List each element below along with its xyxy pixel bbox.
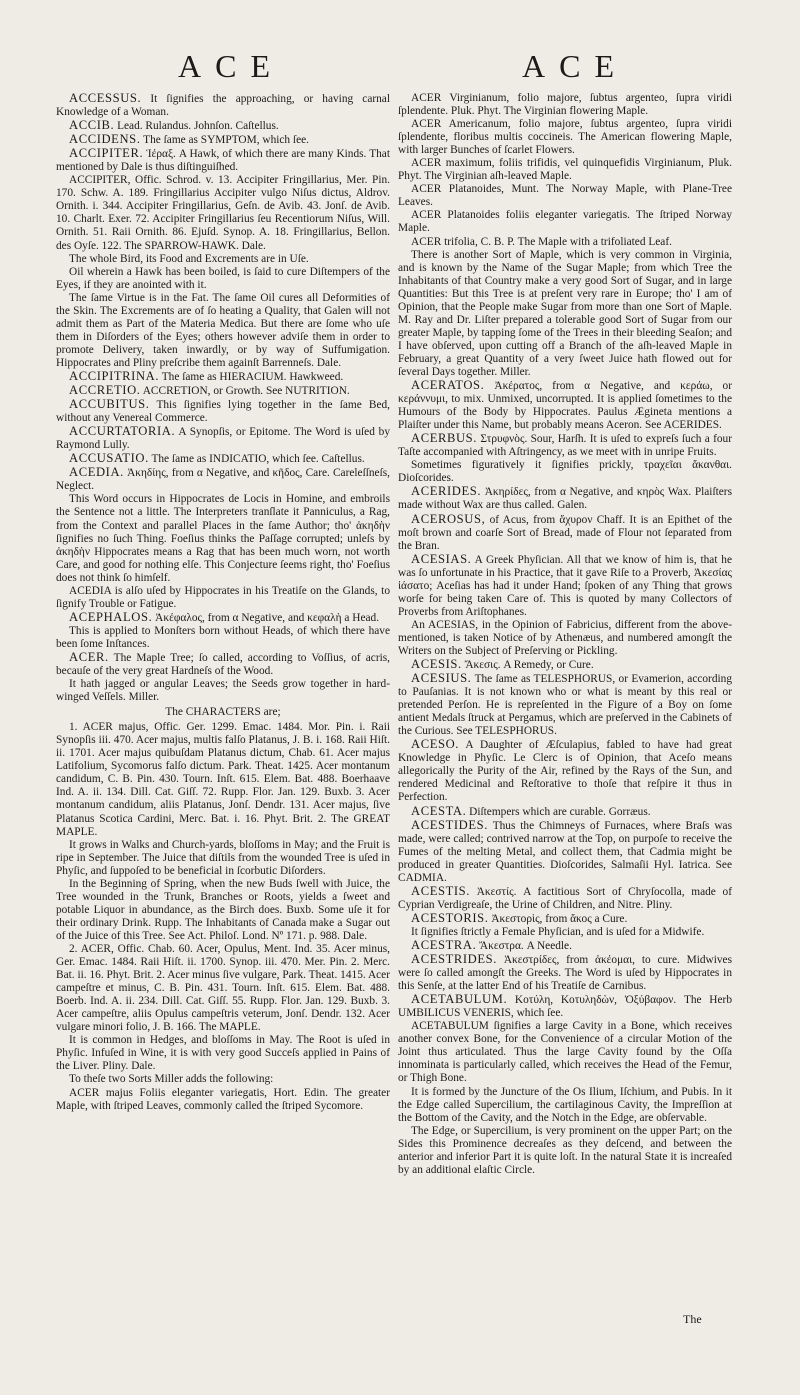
headword: ACCUBITUS. (69, 397, 150, 412)
entry-text: ACCRETION, or Growth. See NUTRITION. (140, 385, 350, 398)
headword: ACEPHALOS. (69, 609, 153, 624)
headword: ACETABULUM. (411, 992, 508, 1007)
headword: ACERATOS. (411, 378, 485, 393)
entry-paragraph (56, 721, 390, 838)
entry-text: Sometimes figuratively it ſignifies prickly, τραχεῖαι ἄκανθαι. Dioſcorides. (398, 459, 732, 485)
dictionary-entry (56, 119, 390, 133)
headword: ACCIB. (69, 118, 115, 133)
entry-text: 2. ACER, Offic. Chab. 60. Acer, Opulus, Ment. Ind. 35. Acer minus, Ger. Emac. 1484. Raii Hiſt. ii. 1700. Synop. iii. 470. Mer. Pin. 2. Merc. Bat. ii. 16. Phyt. Brit. 2. Acer minus ſive vulgare, Park. Theat. 1415. Acer campeſtre et minus, C. B. Pin. 431. Tourn. Inſt. 615. Elem. Bat. 488. Boerb. Ind. A. ii. 234. Dill. Cat. Giſſ. 55. Rupp. Flor. Jan. 129. Buxb. 3. Acer campeſtre, aliis Opulus campeſtris veterum, Jonſ. Dendr. 132. Acer vulgare minori folio, J. B. 166. The MAPLE. (56, 943, 390, 1034)
entry-paragraph (398, 92, 732, 118)
entry-text: ACEDIA is alſo uſed by Hippocrates in his Treatiſe on the Glands, to ſignify Trouble or Fatigue. (56, 584, 390, 610)
headword: ACCUSATIO. (69, 451, 149, 466)
entry-text: A Synopſis, or Epitome. The Word is uſed by Raymond Lully. (56, 426, 390, 452)
entry-text: This is applied to Monſters born without Heads, of which there have been ſome Inſtances. (56, 624, 390, 650)
entry-text: The ſame as HIERACIUM. Hawkweed. (159, 370, 344, 383)
headword: ACERBUS. (411, 431, 478, 446)
dictionary-entry (398, 553, 732, 619)
entry-text: ACER majus Foliis eleganter variegatis, Hort. Edin. The greater Maple, with ſtriped Leaves, commonly called the ſtriped Sycomore. (56, 1086, 390, 1112)
headword: ACERIDES. (411, 484, 482, 499)
entry-paragraph (398, 183, 732, 209)
headword: ACCIPITRINA. (69, 368, 160, 383)
entry-paragraph (56, 1087, 390, 1113)
entry-paragraph (56, 253, 390, 266)
entry-text: Ἀκέρατος, from α Negative, and κεράω, or κεράννυμι, to mix. Unmixed, uncorrupted. It is applied ſometimes to the Humours of the Body by Hippocrates. Paulus Ægineta mentions a Plaiſter under this Name, but probably means Aceron. See ACERIDES. (398, 380, 732, 432)
entry-text: Ἀκέφαλος, from α Negative, and κεφαλὴ a Head. (152, 611, 380, 624)
entry-text: To theſe two Sorts Miller adds the following: (69, 1073, 274, 1086)
entry-text: The ſame Virtue is in the Fat. The ſame Oil cures all Deformities of the Skin. The Excrements are of ſo heating a Quality, that Galen will not admit them as Part of the Materia Medica. But there are ſome who uſe them in Diſorders of the Eyes; others however adviſe them in order to promote Delivery, taken inwardly, or by way of Suffumigation. Hippocrates and Pliny preſcribe them againſt Barrenneſs. Dale. (56, 291, 390, 369)
dictionary-entry (398, 485, 732, 512)
running-head-left: ACE (178, 48, 284, 84)
dictionary-entry (398, 672, 732, 738)
entry-text: ACCIPITER, Offic. Schrod. v. 13. Accipiter Fringillarius, Mer. Pin. 170. Schw. A. 189. Fringillarius Accipiter vulgo Niſus dictus, Aldrov. Ornith. i. 344. Accipiter Fringillarius, Geſn. de Avib. 43. Jonſ. de Avib. 10. Charlt. Exer. 72. Accipiter Fringillarius ſeu Recentiorum Niſus, Will. Ornith. 51. Raii Ornith. 86. Ejuſd. Synop. A. 18. Fringillarius, Bellon. des Oyſe. 122. The SPARROW-HAWK. Dale. (56, 174, 390, 252)
headword: ACESIUS. (411, 671, 472, 686)
dictionary-entry (398, 885, 732, 912)
entry-text: It ſignifies ſtrictly a Female Phyſician, and is uſed for a Midwife. (411, 925, 705, 938)
entry-text: It grows in Walks and Church-yards, bloſſoms in May; and the Fruit is ripe in September. The Juice that diſtils from the wounded Tree is uſed in Phyſic, and ſuppoſed to be beneficial in ſcorbutic Diſorders. (56, 838, 390, 877)
headword: ACCESSUS. (69, 91, 142, 105)
dictionary-entry (56, 92, 390, 119)
entry-text: The ſame as TELESPHORUS, or Evamerion, according to Pauſanias. It is not known who or what is meant by this real or pretended Perſon. He is repreſented in the Figure of a Boy on ſome antient Medals ſtruck at Pergamus, which are preſerved in the Cabinets of the Curious. See TELESPHORUS. (398, 673, 732, 738)
headword: ACCIPITER. (69, 146, 144, 161)
entry-text: Ἀκεστρίδες, from ἀκέομαι, to cure. Midwives were ſo called amongſt the Greeks. The Word is uſed by Hippocrates in this Senſe, at the latter End of his Treatiſe de Carnibus. (398, 954, 732, 993)
entry-text: ACER trifolia, C. B. P. The Maple with a trifoliated Leaf. (411, 235, 672, 248)
entry-text: It is common in Hedges, and bloſſoms in May. The Root is uſed in Phyſic. Infuſed in Wine, it is with very good Succeſs applied in Pains of the Liver. Pliny. Dale. (56, 1034, 390, 1073)
headword: ACESTRIDES. (411, 952, 498, 967)
entry-paragraph (398, 209, 732, 235)
entry-paragraph (398, 619, 732, 658)
entry-text: ACER Virginianum, folio majore, ſubtus argenteo, ſupra viridi ſplendente. Pluk. Phyt. The Virginian flowering Maple. (398, 92, 732, 118)
right-column (398, 92, 732, 1177)
headword: ACESO. (411, 737, 460, 752)
entry-paragraph (398, 1125, 732, 1177)
entry-text: Στρυφνὸς. Sour, Harſh. It is uſed to expreſs ſuch a four Taſte accompanied with Aſtringency, as we meet with in unripe Fruits. (398, 433, 732, 459)
running-head (0, 48, 800, 88)
dictionary-entry (56, 384, 390, 398)
entry-text: It is formed by the Juncture of the Os Ilium, Iſchium, and Pubis. In it the Edge called Supercilium, the cartilaginous Cavity, the Impreſſion at the Bottom of the Cavity, and the Notch in the Edge, are obſervable. (398, 1085, 732, 1124)
entry-text: The Maple Tree; ſo called, according to Voſſius, of acris, becauſe of the very great Hardneſs of the Wood. (56, 651, 390, 678)
entry-text: Ἀκηδίης, from α Negative, and κῆδος, Care. Careleſſneſs, Neglect. (56, 467, 390, 493)
entry-paragraph (398, 1086, 732, 1125)
entry-paragraph (398, 249, 732, 379)
headword: ACESTIDES. (411, 817, 489, 832)
catchword: The (683, 1312, 702, 1326)
entry-paragraph (398, 1020, 732, 1085)
dictionary-entry (398, 819, 732, 885)
entry-text: The ſame as INDICATIO, which ſee. Caſtellus. (148, 453, 365, 466)
entry-text: Κοτύλη, Κοτυληδὼν, Ὀξύβαφον. The Herb UMBILICUS VENERIS, which ſee. (398, 994, 732, 1020)
entry-text: ACETABULUM ſignifies a large Cavity in a Bone, which receives another convex Bone, for the Convenience of a circular Motion of the Joint thus articulated. Thus the large Cavity found by the Oſſa innominata is particularly called, which receives the Head of the Femur, or Thigh Bone. (398, 1020, 732, 1085)
headword: ACESIAS. (411, 551, 472, 566)
entry-paragraph (56, 678, 390, 704)
entry-text: Ἀκεστίς. A factitious Sort of Chryſocolla, made of Cyprian Verdigreaſe, the Urine of Children, and Nitre. Pliny. (398, 885, 732, 911)
entry-text: It hath jagged or angular Leaves; the Seeds grow together in hard-winged Veſſels. Miller. (56, 678, 390, 704)
entry-text: An ACESIAS, in the Opinion of Fabricius, different from the above-mentioned, is taken Notice of by Athenæus, and numbered amongſt the Writers on the Subject of Preſerving or Pickling. (398, 618, 732, 657)
entry-paragraph (56, 839, 390, 878)
left-column (56, 92, 390, 1113)
entry-text: The ſame as SYMPTOM, which ſee. (140, 134, 309, 147)
entry-text: The Edge, or Supercilium, is very prominent on the upper Part; on the Sides this Prominence decreaſes as they deſcend, and between the anterior and inferior Part it is quite loſt. In the natural State it is increaſed by an additional elaſtic Circle. (398, 1124, 732, 1176)
dictionary-entry (56, 466, 390, 493)
headword: ACESIS. (411, 657, 462, 672)
entry-text: of Acus, from ἄχυρον Chaff. It is an Epithet of the moſt brown and coarſe Sort of Bread, made of Flour not ſeparated from the Bran. (398, 513, 732, 552)
entry-paragraph (56, 943, 390, 1034)
entry-text: Ἀκεστορὶς, from ἄκος a Cure. (488, 912, 628, 925)
entry-paragraph (398, 157, 732, 183)
dictionary-entry (398, 993, 732, 1020)
entry-text: Ἱέραξ. A Hawk, of which there are many Kinds. That mentioned by Dale is thus diſtinguiſhed. (56, 148, 390, 174)
headword: ACCIDENS. (69, 132, 141, 147)
dictionary-entry (56, 452, 390, 466)
headword: ACESTORIS. (411, 910, 489, 925)
dictionary-entry (398, 912, 732, 926)
entry-text: Lead. Rulandus. Johnſon. Caſtellus. (114, 120, 279, 133)
entry-text: Thus the Chimneys of Furnaces, where Braſs was made, were called; contrived narrow at the Top, on purpoſe to receive the Fumes of the melting Metal, and collect them, that Cadmia might be produced in greater Quantities. Dioſcorides, Salmaſii Hyl. Iatrica. See CADMIA. (398, 819, 732, 884)
running-head-right: ACE (522, 48, 628, 84)
entry-text: ACER Platanoides, Munt. The Norway Maple, with Plane-Tree Leaves. (398, 183, 732, 209)
entry-paragraph (56, 625, 390, 651)
headword: ACCRETIO. (69, 383, 141, 398)
dictionary-entry (398, 738, 732, 804)
dictionary-entry (398, 939, 732, 953)
entry-text: This ſignifies lying together in the ſame Bed, without any Venereal Commerce. (56, 399, 390, 425)
dictionary-entry (398, 805, 732, 819)
entry-text: Ἄκεσις. A Remedy, or Cure. (461, 659, 594, 672)
entry-text: ACER Platanoides foliis eleganter variegatis. The ſtriped Norway Maple. (398, 209, 732, 235)
dictionary-entry (56, 398, 390, 425)
entry-text: It ſignifies the approaching, or having carnal Knowledge of a Woman. (56, 93, 390, 119)
entry-paragraph (56, 878, 390, 943)
headword: ACEROSUS, (411, 511, 486, 526)
entry-paragraph (56, 585, 390, 611)
headword: ACESTA. (411, 803, 467, 818)
entry-text: 1. ACER majus, Offic. Ger. 1299. Emac. 1484. Mor. Pin. i. Raii Synopſis iii. 470. Acer majus, multis falſo Platanus, J. B. i. 168. Raii Hiſt. ii. 1701. Acer majus quibuſdam Platanus dictum, Chab. 61. Acer majus Latifolium, Sycomorus falſo dictum. Park. Theat. 1425. Acer montanum candidum, C. B. Pin. 430. Tourn. Inſt. 615. Elem. Bat. 488. Boerhaave Ind. A. ii. 134. Dill. Cat. Giſſ. 72. Rupp. Flor. Jan. 129. Buxb. 3. Acer montanum candidum, aliis Platanus, Jonſ. Dendr. 131. Acer majus, ſive Platanus Scotica Cardini, Merc. Bat. i. 16. Phyt. Brit. 2. The GREAT MAPLE. (56, 721, 390, 838)
entry-text: This Word occurs in Hippocrates de Locis in Homine, and embroils the Sentence not a little. The Interpreters tranſlate it Panniculus, a Rag, from the Context and parallel Places in the ſame Author; tho' ἀκηδὴν ſignifies no ſuch Thing. Foeſius thinks the Paſſage corrupted; unleſs by ἀκηδὴν Hippocrates means a Rag that has been much worn, not worth Care, and good for nothing elſe. This Conjecture ſeems right, tho' Foeſius does not think ſo himſelf. (56, 493, 390, 584)
entry-paragraph (56, 174, 390, 252)
entry-paragraph (398, 118, 732, 157)
entry-text: In the Beginning of Spring, when the new Buds ſwell with Juice, the Tree wounded in the Trunk, Branches or Roots, yields a ſweet and potable Liquor in abundance, as the Birch does. Buxb. Some uſe it for their ordinary Drink. Rupp. The Inhabitants of Canada make a Sugar out of the Juice of this Tree. See Act. Philoſ. Lond. Nº 171. p. 988. Dale. (56, 877, 390, 942)
entry-text: The CHARACTERS are; (165, 706, 281, 719)
headword: ACESTIS. (411, 883, 471, 898)
entry-text: ACER Americanum, folio majore, ſubtus argenteo, ſupra viridi ſplendente, floribus multis coccineis. The American flowering Maple, with larger Bunches of ſcarlet Flowers. (398, 118, 732, 157)
headword: ACER. (69, 649, 109, 664)
entry-text: The whole Bird, its Food and Excrements are in Uſe. (69, 252, 309, 265)
entry-paragraph (56, 1034, 390, 1073)
entry-paragraph (56, 292, 390, 370)
entry-paragraph (56, 706, 390, 719)
dictionary-entry (56, 370, 390, 384)
entry-text: Ἄκεστρα. A Needle. (476, 940, 572, 952)
headword: ACCURTATORIA. (69, 424, 176, 439)
dictionary-entry (398, 432, 732, 459)
entry-text: ACER maximum, foliis trifidis, vel quinquefidis Virginianum, Pluk. Phyt. The Virginian aſh-leaved Maple. (398, 157, 732, 183)
dictionary-entry (398, 953, 732, 993)
entry-text: There is another Sort of Maple, which is very common in Virginia, and is known by the Name of the Sugar Maple; from which Tree the Inhabitants of that Country make a very good Sort of Sugar, and in large Quantities: But this Tree is at preſent very rare in Europe; tho' I am of Opinion, that the People make Sugar from more than one Sort of Maple. M. Ray and Dr. Liſter prepared a tolerable good Sort of Sugar from our greater Maple, by tapping ſome of the Trees in their bleeding Seaſon; and I have obſerved, upon cutting off a Branch of the aſh-leaved Maple in February, a great Quantity of a very ſweet Juice hath flowed out for ſeveral Days together. Miller. (398, 248, 732, 378)
entry-paragraph (56, 493, 390, 584)
entry-paragraph (398, 459, 732, 485)
entry-text: A Greek Phyſician. All that we know of him is, that he was ſo unfortunate in his Practice, that it gave Riſe to a Proverb, Ἀκεσίας ἰάσατο; Aceſias has had it under Hand; ſpoken of any Thing that grows worſe for being taken Care of. This is quoted by many Collectors of Proverbs from Ariſtophanes. (398, 553, 732, 618)
entry-text: A Daughter of Æſculapius, fabled to have had great Knowledge in Phyſic. Le Clerc is of Opinion, that Aceſo means allegorically the Purity of the Air, refined by the Rays of the Sun, and rendered Medicinal and Reſtorative to thoſe that reſpire it thus in Perfection. (398, 739, 732, 804)
entry-text: Diſtempers which are curable. Gorræus. (466, 805, 651, 818)
dictionary-entry (398, 379, 732, 432)
dictionary-entry (56, 611, 390, 625)
dictionary-entry (56, 133, 390, 147)
dictionary-entry (398, 658, 732, 672)
dictionary-entry (56, 147, 390, 174)
entry-paragraph (56, 1073, 390, 1086)
dictionary-entry (398, 513, 732, 553)
entry-text: Oil wherein a Hawk has been boiled, is ſaid to cure Diſtempers of the Eyes, if they are anointed with it. (56, 265, 390, 291)
entry-text: Ἀκηρίδες, from α Negative, and κηρὸς Wax. Plaiſters made without Wax are thus called. Galen. (398, 486, 732, 512)
headword: ACESTRA. (411, 938, 477, 952)
entry-paragraph (398, 236, 732, 249)
entry-paragraph (56, 266, 390, 292)
dictionary-entry (56, 425, 390, 452)
headword: ACEDIA. (69, 465, 124, 480)
dictionary-entry (56, 651, 390, 678)
